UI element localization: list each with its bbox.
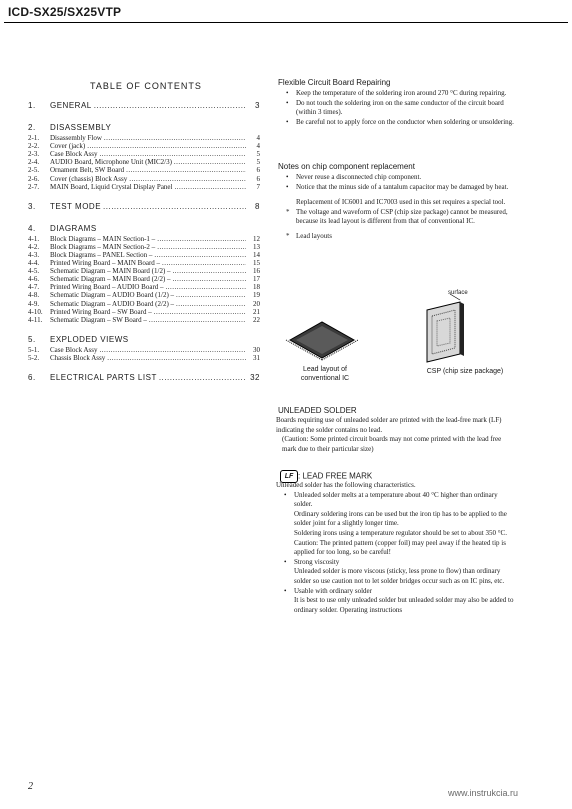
page-number: 2 bbox=[28, 781, 33, 792]
csp-caption: CSP (chip size package) bbox=[426, 368, 504, 375]
toc-entry-text: ELECTRICAL PARTS LIST bbox=[50, 373, 157, 382]
chip-notes bbox=[278, 173, 518, 242]
toc-number: 4. bbox=[28, 223, 36, 233]
toc-page-number: 5 bbox=[256, 158, 260, 167]
lead-layouts-label: * Lead layouts bbox=[278, 232, 518, 242]
conventional-ic-caption: Lead layout of conventional IC bbox=[300, 366, 350, 382]
lf-mark-title: : LEAD FREE MARK bbox=[298, 471, 373, 481]
toc-leader-dots bbox=[104, 134, 246, 142]
toc-page-number: 12 bbox=[253, 234, 260, 243]
unleaded-body bbox=[276, 416, 516, 454]
toc-section-heading bbox=[28, 335, 129, 344]
toc-page-number: 18 bbox=[253, 283, 260, 292]
toc-entry-text: Schematic Diagram – MAIN Board (1/2) – bbox=[50, 267, 171, 276]
lead-free-mark-icon: LF bbox=[280, 470, 298, 483]
chip-bullet: • Never reuse a disconnected chip component. bbox=[278, 173, 518, 183]
csp-drawing bbox=[427, 294, 464, 362]
toc-number: 2. bbox=[28, 123, 36, 132]
toc-page-number: 16 bbox=[253, 267, 260, 276]
toc-leader-dots bbox=[174, 158, 246, 166]
flex-bullet: • Do not touch the soldering iron on the same conductor of the circuit board (within 3 times). bbox=[278, 99, 518, 118]
csp-note: * The voltage and waveform of CSP (chip size package) cannot be measured, because its lead layout is different from that of conventional IC. bbox=[278, 208, 518, 227]
toc-leader-dots bbox=[157, 235, 246, 243]
unleaded-description: Boards requiring use of unleaded solder are printed with the lead-free mark (LF) indicating the solder contains no lead. bbox=[276, 416, 502, 434]
toc-page-number: 21 bbox=[253, 307, 260, 316]
toc-entry[interactable] bbox=[28, 354, 260, 364]
toc-page-number: 22 bbox=[253, 315, 260, 324]
toc-number: 5. bbox=[28, 334, 36, 344]
toc-number: 1. bbox=[28, 101, 36, 110]
toc-entry-text: Printed Wiring Board – SW Board – bbox=[50, 307, 152, 316]
toc-entry[interactable] bbox=[28, 101, 260, 111]
toc-heading-text: DIAGRAMS bbox=[50, 223, 97, 233]
toc-entry[interactable] bbox=[28, 316, 260, 326]
flex-bullet: • Keep the temperature of the soldering iron around 270 °C during repairing. bbox=[278, 89, 518, 99]
lf-paragraph: Ordinary soldering irons can be used but the iron tip has to be applied to the solder joint for a slightly longer time. bbox=[294, 509, 507, 528]
toc-number: 2-5. bbox=[28, 166, 40, 175]
toc-leader-dots bbox=[176, 291, 246, 299]
toc-entry-text: Ornament Belt, SW Board bbox=[50, 166, 125, 175]
toc-entry-text: Block Diagrams – PANEL Section – bbox=[50, 250, 153, 259]
toc-number: 3. bbox=[28, 201, 36, 211]
toc-page-number: 8 bbox=[255, 201, 260, 211]
toc-section-heading bbox=[28, 224, 97, 233]
toc-page-number: 32 bbox=[250, 373, 260, 382]
toc-number: 4-3. bbox=[28, 250, 40, 259]
toc-page-number: 30 bbox=[253, 345, 260, 354]
toc-entry-text: Disassembly Flow bbox=[50, 134, 102, 142]
toc-entry-text: Cover (jack) bbox=[50, 142, 86, 151]
flex-section-title: Flexible Circuit Board Repairing bbox=[278, 78, 391, 87]
toc-number: 4-8. bbox=[28, 291, 40, 300]
toc-number: 4-7. bbox=[28, 283, 40, 292]
toc-entry-text: Case Block Assy bbox=[50, 345, 98, 354]
lf-intro: Unleaded solder has the following characteristics. bbox=[276, 481, 416, 489]
toc-page-number: 4 bbox=[256, 134, 260, 142]
toc-number: 4-9. bbox=[28, 299, 40, 308]
toc-leader-dots bbox=[173, 275, 246, 283]
toc-entry[interactable] bbox=[28, 202, 260, 212]
toc-entry-text: Block Diagrams – MAIN Section-1 – bbox=[50, 234, 156, 243]
toc-page-number: 13 bbox=[253, 242, 260, 251]
toc-number: 4-10. bbox=[28, 307, 43, 316]
toc-entry-text: Printed Wiring Board – MAIN Board – bbox=[50, 259, 161, 267]
toc-entry-text: Block Diagrams – MAIN Section-2 – bbox=[50, 242, 156, 251]
lf-bullet-title: • Strong viscosity bbox=[294, 557, 340, 566]
toc-number: 4-11. bbox=[28, 315, 43, 324]
toc-leader-dots bbox=[176, 300, 246, 308]
flex-bullet: • Be careful not to apply force on the conductor when soldering or unsoldering. bbox=[278, 118, 518, 128]
toc-section-heading bbox=[28, 123, 111, 132]
toc-page-number: 5 bbox=[256, 150, 260, 159]
lf-paragraph: Soldering irons using a temperature regulator should be set to about 350 °C. bbox=[294, 528, 507, 537]
toc-number: 2-3. bbox=[28, 150, 40, 159]
toc-page-number: 31 bbox=[253, 353, 260, 362]
toc-page-number: 15 bbox=[253, 259, 260, 267]
toc-leader-dots bbox=[154, 308, 246, 316]
toc-page-number: 14 bbox=[253, 250, 260, 259]
toc-entry-text: Chassis Block Assy bbox=[50, 353, 106, 362]
lf-paragraph: Unleaded solder is more viscous (sticky, less prone to flow) than ordinary solder so use caution not to let solder bridges occur such as on IC pins, etc. bbox=[294, 567, 505, 585]
toc-leader-dots bbox=[103, 202, 246, 211]
toc-number: 2-1. bbox=[28, 134, 40, 142]
chip-bullet: • Notice that the minus side of a tantalum capacitor may be damaged by heat. bbox=[278, 183, 518, 193]
toc-entry-text: Schematic Diagram – MAIN Board (2/2) – bbox=[50, 275, 171, 284]
toc-entry-text: Case Block Assy bbox=[50, 150, 98, 159]
toc-page-number: 17 bbox=[253, 275, 260, 284]
header-divider bbox=[4, 22, 568, 23]
unleaded-caution: (Caution: Some printed circuit boards may not come printed with the lead free mark due to their particular size) bbox=[282, 435, 502, 453]
flex-bullets bbox=[278, 89, 518, 127]
toc-leader-dots bbox=[87, 142, 246, 150]
toc-page-number: 6 bbox=[256, 166, 260, 175]
toc-entry-text: Printed Wiring Board – AUDIO Board – bbox=[50, 283, 164, 292]
toc-number: 2-4. bbox=[28, 158, 40, 167]
toc-leader-dots bbox=[107, 354, 246, 362]
toc-entry-text: Cover (chassis) Block Assy bbox=[50, 174, 128, 183]
toc-page-number: 19 bbox=[253, 291, 260, 300]
toc-title: TABLE OF CONTENTS bbox=[90, 81, 202, 91]
toc-number: 6. bbox=[28, 373, 36, 382]
toc-number: 4-4. bbox=[28, 259, 40, 267]
toc-leader-dots bbox=[157, 243, 246, 251]
toc-page-number: 4 bbox=[256, 142, 260, 151]
lf-mark-body bbox=[276, 481, 516, 615]
lf-bullet-title: • Usable with ordinary solder bbox=[294, 586, 372, 595]
toc-entry-text: Schematic Diagram – AUDIO Board (2/2) – bbox=[50, 299, 175, 308]
toc-heading-text: DISASSEMBLY bbox=[50, 123, 112, 132]
toc-entry-text: TEST MODE bbox=[50, 201, 102, 211]
toc-leader-dots bbox=[154, 251, 246, 259]
toc-number: 5-1. bbox=[28, 345, 40, 354]
toc-leader-dots bbox=[94, 101, 246, 110]
toc-entry-text: Schematic Diagram – AUDIO Board (1/2) – bbox=[50, 291, 175, 300]
toc-entry-text: MAIN Board, Liquid Crystal Display Panel bbox=[50, 182, 173, 191]
toc-number: 2-6. bbox=[28, 174, 40, 183]
conventional-ic-drawing bbox=[286, 322, 358, 360]
toc-number: 4-2. bbox=[28, 242, 40, 251]
toc-entry-text: Schematic Diagram – SW Board – bbox=[50, 315, 147, 324]
toc-number: 4-6. bbox=[28, 275, 40, 284]
toc-number: 2-2. bbox=[28, 142, 40, 151]
toc-number: 4-1. bbox=[28, 234, 40, 243]
chip-replacement-note: Replacement of IC6001 and IC7003 used in this set requires a special tool. bbox=[296, 198, 506, 207]
toc-number: 5-2. bbox=[28, 353, 40, 362]
toc-leader-dots bbox=[162, 259, 246, 267]
toc-entry[interactable] bbox=[28, 183, 260, 193]
surface-label: surface bbox=[448, 290, 468, 296]
toc-leader-dots bbox=[149, 316, 246, 324]
lf-bullet-title: • Unleaded solder melts at a temperature about 40 °C higher than ordinary solder. bbox=[294, 490, 498, 509]
toc-number: 4-5. bbox=[28, 267, 40, 276]
lf-bullet-ordinary bbox=[276, 587, 516, 616]
lf-paragraph: It is best to use only unleaded solder but unleaded solder may also be added to ordinary solder. Operating instructions bbox=[294, 596, 514, 614]
toc-heading-text: EXPLODED VIEWS bbox=[50, 334, 129, 344]
lead-layout-figure bbox=[282, 288, 522, 368]
toc-leader-dots bbox=[166, 283, 246, 291]
toc-page-number: 6 bbox=[256, 174, 260, 183]
toc-entry-text: GENERAL bbox=[50, 101, 92, 110]
lf-bullet-temperature bbox=[276, 491, 516, 558]
toc-entry[interactable] bbox=[28, 373, 260, 383]
toc-page-number: 3 bbox=[255, 101, 260, 110]
toc-page-number: 20 bbox=[253, 299, 260, 308]
toc-leader-dots bbox=[159, 373, 246, 382]
toc-leader-dots bbox=[99, 346, 246, 354]
toc-leader-dots bbox=[175, 183, 247, 191]
toc-number: 2-7. bbox=[28, 182, 40, 191]
chip-section-title: Notes on chip component replacement bbox=[278, 162, 415, 171]
unleaded-title: UNLEADED SOLDER bbox=[278, 406, 357, 415]
toc-page-number: 7 bbox=[256, 182, 260, 191]
lf-caution: Caution: The printed pattern (copper foil) may peel away if the heated tip is applied for too long, so be careful! bbox=[294, 538, 506, 557]
toc-leader-dots bbox=[173, 267, 246, 275]
page-header-title: ICD-SX25/SX25VTP bbox=[8, 5, 122, 19]
toc-leader-dots bbox=[99, 150, 246, 158]
toc-leader-dots bbox=[129, 175, 246, 183]
lf-bullet-viscosity bbox=[276, 558, 516, 587]
watermark: www.instrukcia.ru bbox=[448, 788, 519, 798]
toc-entry-text: AUDIO Board, Microphone Unit (MIC2/3) bbox=[50, 158, 172, 167]
toc-leader-dots bbox=[126, 166, 246, 174]
